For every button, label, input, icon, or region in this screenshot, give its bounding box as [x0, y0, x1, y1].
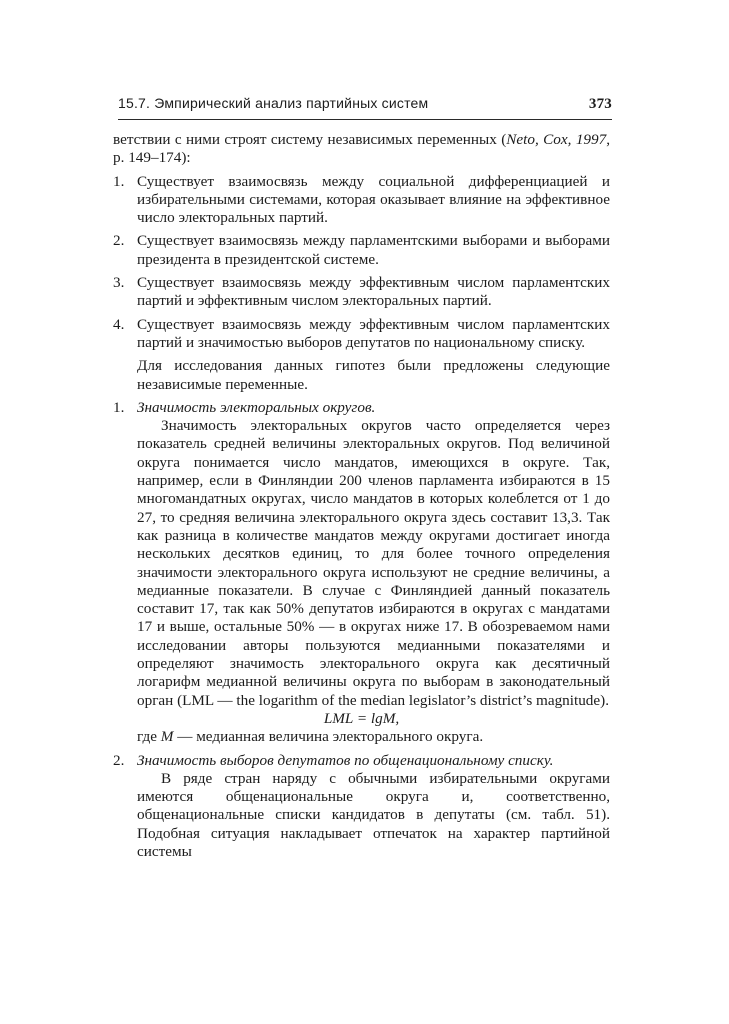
hypothesis-text: Существует взаимосвязь между парламентскими выборами и выборами президента в президентской системе.: [137, 232, 610, 268]
citation-authors: Neto, Cox,: [506, 131, 572, 148]
intro-paragraph: ветствии с ними строят систему независимых переменных (Neto, Cox, 1997, p. 149–174):: [113, 131, 610, 167]
header-rule: [118, 119, 612, 120]
citation-year: 1997: [575, 131, 607, 148]
page-number: 373: [588, 96, 612, 112]
hypothesis-text: Существует взаимосвязь между социальной дифференциацией и избирательными системами, которая оказывает влияние на эффективное число электоральных партий.: [137, 172, 610, 227]
list-item: 4. Существует взаимосвязь между эффективным числом парламентских партий и значимостью выборов депутатов по национальному списку.: [113, 315, 610, 351]
running-head: [118, 95, 612, 113]
variables-intro: Для исследования данных гипотез были предложены следующие независимые переменные.: [137, 357, 610, 393]
variable-heading: 2. Значимость выборов депутатов по общенациональному списку.: [113, 752, 610, 770]
variable-title: Значимость электоральных округов.: [137, 398, 376, 416]
body-text: [113, 131, 610, 861]
hypothesis-text: Существует взаимосвязь между эффективным числом парламентских партий и эффективным числом электоральных партий.: [137, 274, 610, 310]
formula: LML = lgM,: [323, 709, 400, 727]
list-item: 1. Существует взаимосвязь между социальной дифференциацией и избирательными системами, которая оказывает влияние на эффективное число электоральных партий.: [113, 172, 610, 227]
list-item: 2. Существует взаимосвязь между парламентскими выборами и выборами президента в президентской системе.: [113, 232, 610, 268]
variable-heading: 1. Значимость электоральных округов.: [113, 399, 610, 417]
variable-paragraph: Значимость электоральных округов часто определяется через показатель средней величины электоральных округов. Под величиной округа понимается число мандатов, имеющихся в округе. Так, например, если в Финляндии 200 членов парламента избираются в 15 многомандатных округах, число мандатов в которых колеблется от 1 до 27, то средняя величина электорального округа здесь составит 13,3. Так как разница в количестве мандатов между округами достигает иногда нескольких десятков единиц, то для более точного определения значимости электорального округа используют не средние величины, а медианные показатели. В случае с Финляндией данный показатель составит 17, так как 50% депутатов избираются в округах с мандатами 17 и выше, остальные 50% — в округах ниже 17. В обозреваемом нами исследовании авторы пользуются медианными показателями и определяют значимость электорального округа как десятичный логарифм медианной величины округа по выборам в законодательный орган (LML — the logarithm of the median legislator’s district’s magnitude).: [137, 417, 610, 709]
formula-explanation: где M — медианная величина электорального округа.: [137, 728, 484, 746]
variable-paragraph: В ряде стран наряду с обычными избирательными округами имеются общенациональные округа и, соответственно, общенациональные списки кандидатов в депутаты (см. табл. 51). Подобная ситуация накладывает отпечаток на характер партийной системы: [137, 769, 610, 860]
list-item: 3. Существует взаимосвязь между эффективным числом парламентских партий и эффективным числом электоральных партий.: [113, 274, 610, 310]
section-title: 15.7. Эмпирический анализ партийных систем: [118, 95, 429, 111]
variable-title: Значимость выборов депутатов по общенациональному списку.: [137, 751, 554, 769]
hypothesis-text: Существует взаимосвязь между эффективным числом парламентских партий и значимостью выборов депутатов по национальному списку.: [137, 315, 610, 351]
